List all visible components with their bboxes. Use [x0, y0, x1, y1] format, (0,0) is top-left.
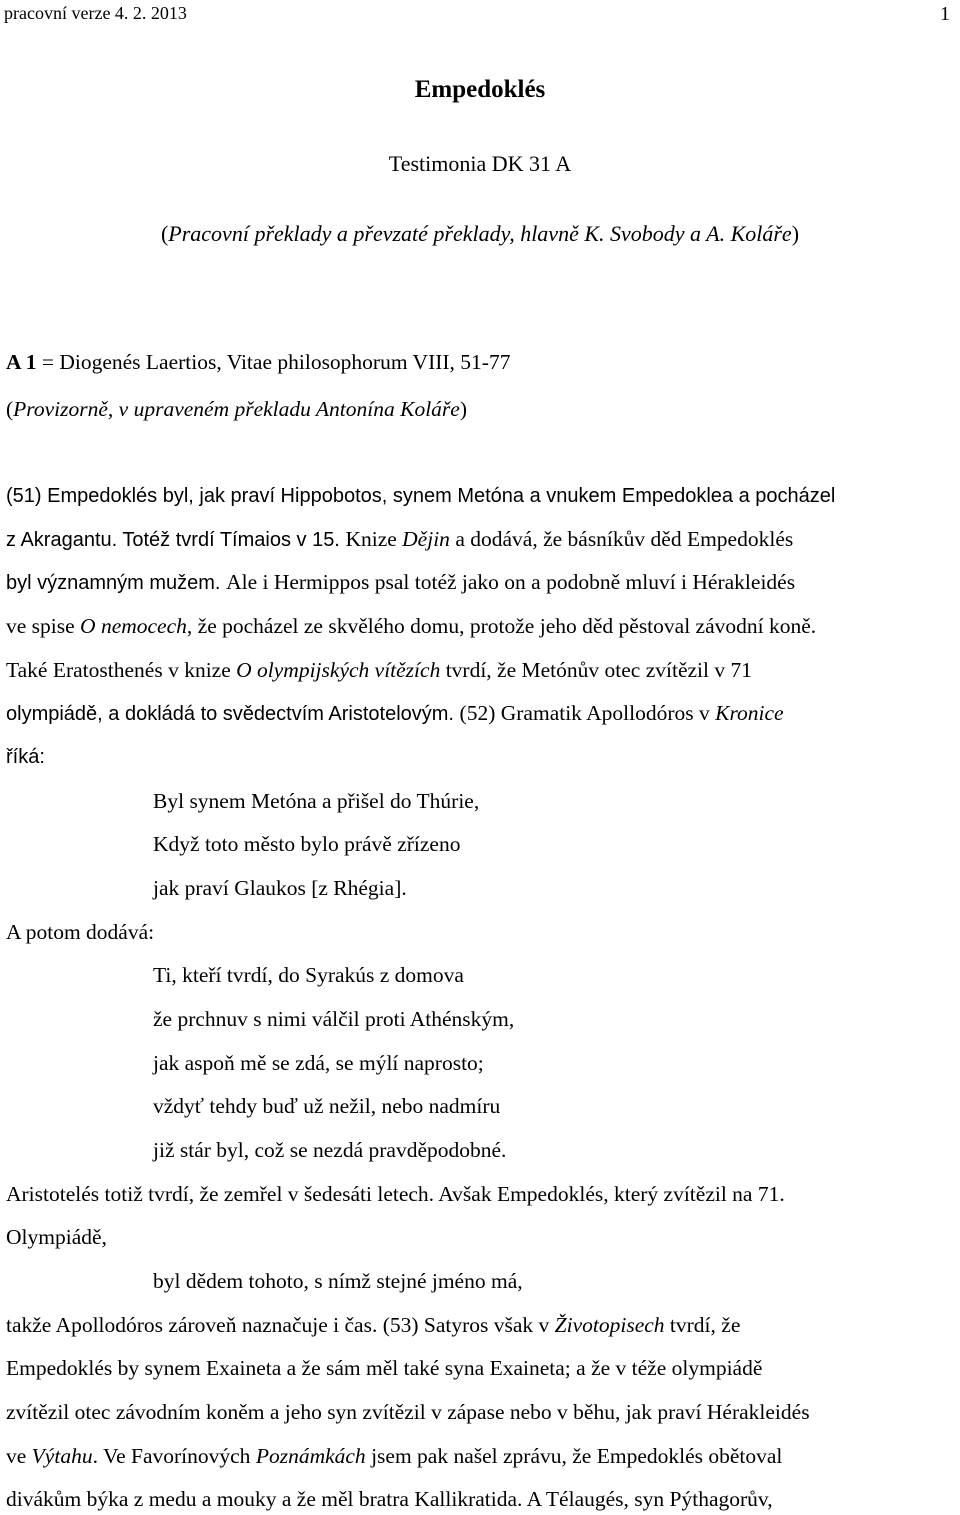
text-line-8: A potom dodává:	[6, 920, 155, 944]
text-span: z Akragantu. Totéž tvrdí Tímaios v 15.	[6, 529, 346, 551]
paren-open: (	[6, 397, 14, 421]
book-title-italic: Životopisech	[554, 1313, 665, 1337]
text-span: tvrdí, že Metónův otec zvítězil v 71	[440, 658, 752, 682]
text-line-12: Empedoklés by synem Exaineta a že sám měl také syna Exaineta; a že v téže olympiádě	[6, 1356, 763, 1380]
section-source: = Diogenés Laertios, Vitae philosophorum VIII, 51-77	[36, 350, 511, 374]
text-line-1: (51) Empedoklés byl, jak praví Hippobotos, synem Metóna a vnukem Empedoklea a pocházel	[6, 485, 836, 507]
section-note	[6, 395, 467, 423]
verse-line-3: jak praví Glaukos [z Rhégia].	[153, 876, 407, 900]
text-line-4	[6, 612, 816, 640]
document-subtitle: Testimonia DK 31 A	[388, 151, 572, 176]
paren-close: )	[791, 221, 800, 246]
text-line-13: zvítězil otec závodním koněm a jeho syn zvítězil v zápase nebo v běhu, jak praví Hérakleidés	[6, 1400, 810, 1424]
translation-note-italic: Pracovní překlady a převzaté překlady, hlavně K. Svobody a A. Koláře	[168, 221, 792, 246]
text-span: (52) Gramatik Apollodóros v	[459, 701, 716, 725]
text-line-11	[6, 1311, 740, 1339]
verse-line-4: Ti, kteří tvrdí, do Syrakús z domova	[153, 963, 464, 987]
text-line-15: divákům býka z medu a mouky a že měl bratra Kallikratida. A Télaugés, syn Pýthagorův,	[6, 1487, 773, 1511]
text-line-10: Olympiádě,	[6, 1225, 107, 1249]
document-title: Empedoklés	[414, 76, 546, 103]
text-span: Knize	[345, 527, 403, 551]
text-line-7: říká:	[6, 746, 45, 768]
text-line-5	[6, 656, 752, 684]
text-line-2	[6, 525, 793, 554]
text-span: , že pocházel ze skvělého domu, protože jeho děd pěstoval závodní koně.	[186, 614, 817, 638]
page-header-version: pracovní verze 4. 2. 2013	[4, 3, 187, 23]
verse-line-2: Když toto město bylo právě zřízeno	[153, 832, 461, 856]
book-title-italic: Dějin	[402, 527, 450, 551]
text-span: a dodává, že básníkův děd Empedoklés	[449, 527, 794, 551]
verse-line-8: již stár byl, což se nezdá pravděpodobné.	[153, 1138, 507, 1162]
book-title-italic: O olympijských vítězích	[236, 658, 441, 682]
page-number: 1	[940, 3, 950, 25]
verse-line-7: vždyť tehdy buď už nežil, nebo nadmíru	[153, 1094, 501, 1118]
text-line-3	[6, 568, 795, 597]
text-span: Také Eratosthenés v knize	[6, 658, 237, 682]
text-span: ve spise	[6, 614, 81, 638]
translation-note	[0, 219, 960, 249]
text-span: . Ve Favorínových	[92, 1444, 256, 1468]
section-note-italic: Provizorně, v upraveném překladu Antonína Koláře	[13, 397, 460, 421]
book-title-italic: Kronice	[715, 701, 784, 725]
text-span: Ale i Hermippos psal totéž jako on a podobně mluví i Hérakleidés	[226, 570, 796, 594]
book-title-italic: O nemocech	[80, 614, 187, 638]
book-title-italic: Výtahu	[31, 1444, 93, 1468]
verse-line-6: jak aspoň mě se zdá, se mýlí naprosto;	[153, 1051, 484, 1075]
text-span: ve	[6, 1444, 32, 1468]
paren-open: (	[160, 221, 169, 246]
text-line-14	[6, 1442, 782, 1470]
section-label: A 1	[6, 350, 37, 374]
section-heading-a1	[6, 348, 510, 376]
text-span: olympiádě, a dokládá to svědectvím Aristotelovým.	[6, 703, 460, 725]
verse-line-5: že prchnuv s nimi válčil proti Athénským,	[153, 1007, 515, 1031]
text-line-6	[6, 699, 784, 728]
text-line-9: Aristotelés totiž tvrdí, že zemřel v šedesáti letech. Avšak Empedoklés, který zvítězil na 71.	[6, 1182, 785, 1206]
text-span: tvrdí, že	[664, 1313, 741, 1337]
text-span: jsem pak našel zprávu, že Empedoklés obětoval	[365, 1444, 783, 1468]
paren-close: )	[459, 397, 467, 421]
text-span: takže Apollodóros zároveň naznačuje i čas. (53) Satyros však v	[6, 1313, 555, 1337]
book-title-italic: Poznámkách	[255, 1444, 366, 1468]
verse-line-9: byl dědem tohoto, s nímž stejné jméno má,	[153, 1269, 523, 1293]
verse-line-1: Byl synem Metóna a přišel do Thúrie,	[153, 789, 480, 813]
text-span: byl významným mužem.	[6, 572, 227, 594]
